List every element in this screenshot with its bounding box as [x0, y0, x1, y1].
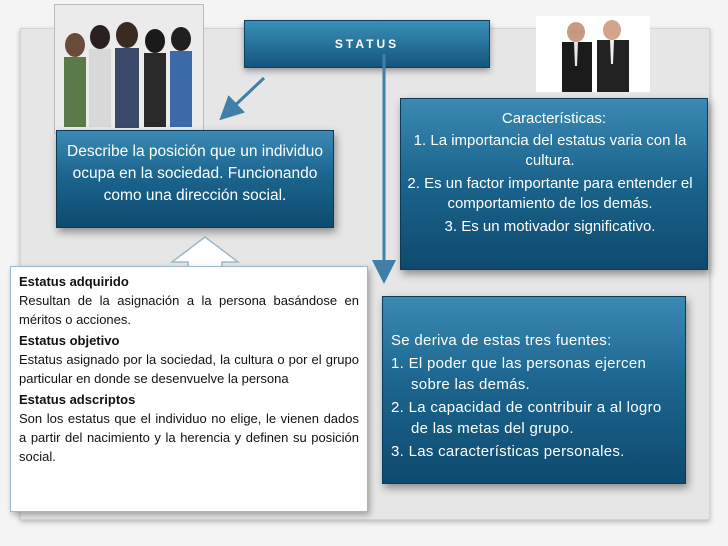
characteristic-item: 2. Es un factor importante para entender el comportamiento de los demás. — [407, 175, 693, 212]
sources-heading: Se deriva de estas tres fuentes: — [391, 332, 612, 349]
status-types-box — [10, 266, 368, 512]
description-text: Describe la posición que un individuo ocupa en la sociedad. Funcionando como una dirección social. — [67, 143, 323, 204]
source-item: 1. El poder que las personas ejercen sobre las demás. — [391, 355, 647, 393]
source-item: 3. Las características personales. — [391, 443, 625, 460]
characteristic-item: 3. Es un motivador significativo. — [444, 218, 656, 235]
sources-box — [382, 296, 686, 484]
type-text: Estatus asignado por la sociedad, la cultura o por el grupo particular en donde se desenvuelve la persona — [19, 352, 359, 386]
type-heading: Estatus objetivo — [19, 333, 120, 348]
arrow-up-outline-icon — [172, 237, 238, 268]
arrow-down-left-icon — [228, 78, 264, 112]
page-title: STATUS — [334, 37, 400, 51]
characteristics-heading: Características: — [501, 110, 607, 127]
type-text: Son los estatus que el individuo no elige, le vienen dados a partir del nacimiento y la herencia y definen su posición social. — [19, 411, 359, 464]
type-text: Resultan de la asignación a la persona basándose en méritos o acciones. — [19, 293, 359, 327]
type-heading: Estatus adquirido — [19, 274, 129, 289]
characteristics-box — [400, 98, 708, 270]
characteristic-item: 1. La importancia del estatus varia con la cultura. — [413, 132, 687, 169]
type-heading: Estatus adscriptos — [19, 392, 136, 407]
characteristics-list — [401, 131, 707, 237]
source-item: 2. La capacidad de contribuir a al logro de las metas del grupo. — [391, 399, 662, 437]
description-box — [56, 130, 334, 228]
